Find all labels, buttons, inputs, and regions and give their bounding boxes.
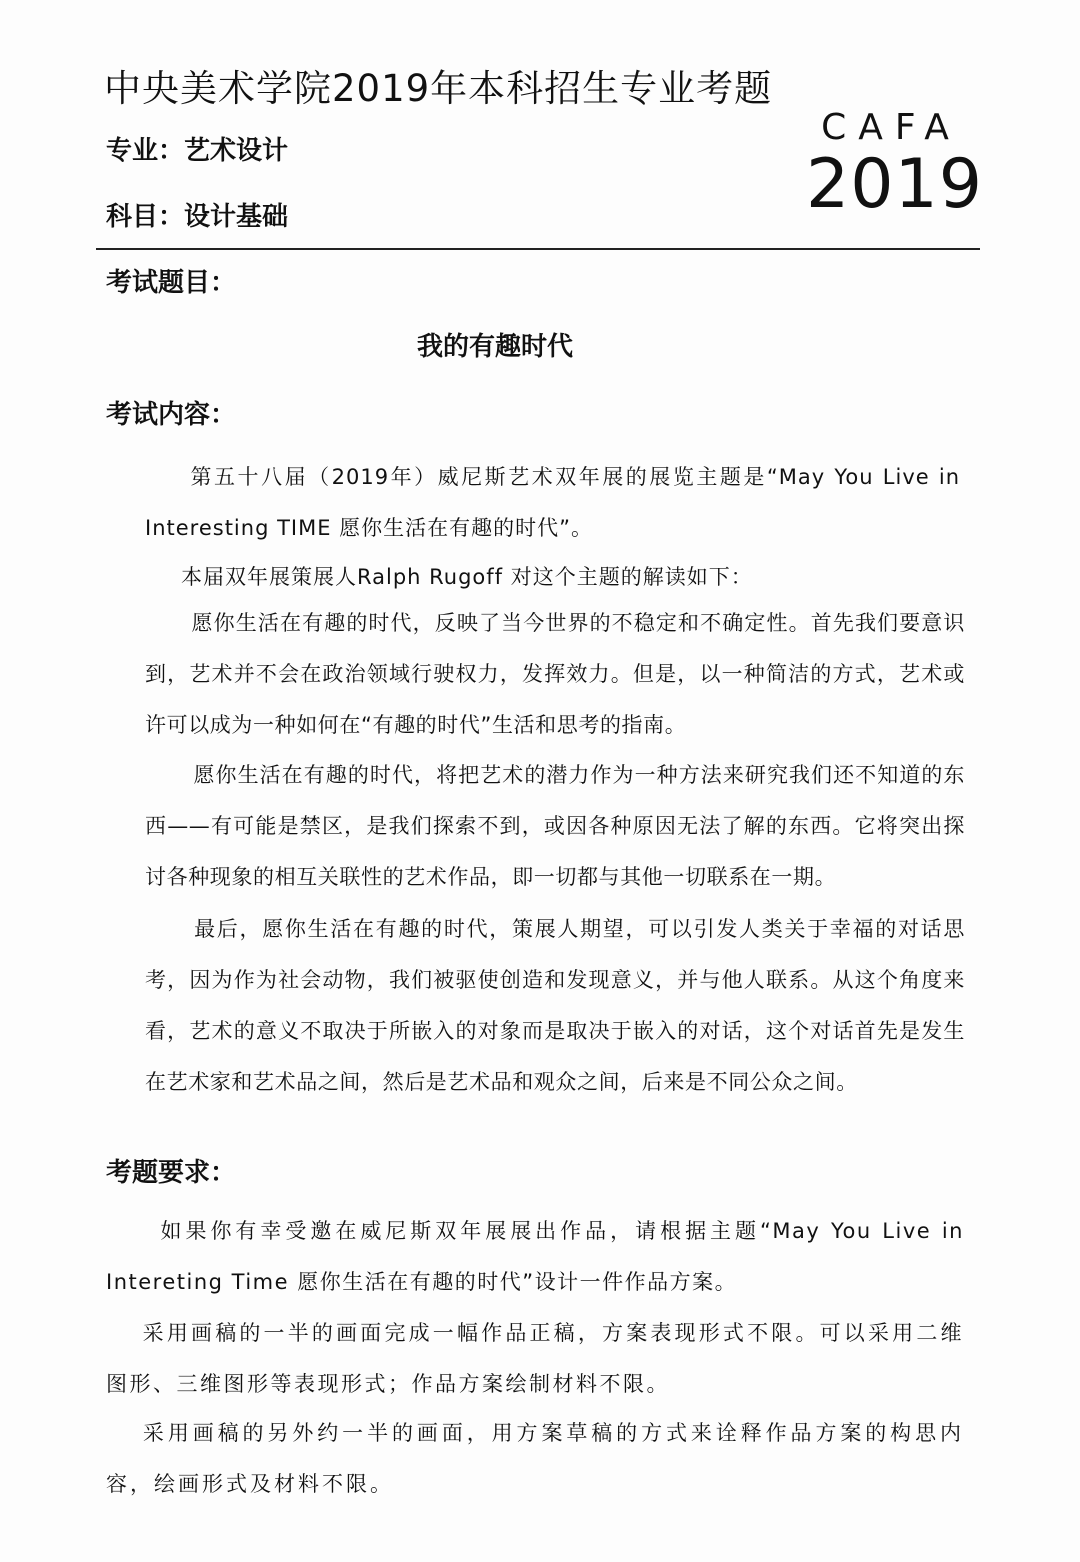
- content-paragraph-4: 愿你生活在有趣的时代，将把艺术的潜力作为一种方法来研究我们还不知道的东西——有可能是禁区，是我们探索不到，或因各种原因无法了解的东西。它将突出探讨各种现象的相互关联性的艺术作品，即一切都与其他一切联系在一期。: [145, 763, 965, 889]
- major-line: 专业：艺术设计: [106, 136, 289, 166]
- content-paragraph-3: 愿你生活在有趣的时代，反映了当今世界的不稳定和不确定性。首先我们要意识到，艺术并不会在政治领域行驶权力，发挥效力。但是，以一种简洁的方式，艺术或许可以成为一种如何在“有趣的时代”生活和思考的指南。: [145, 611, 965, 737]
- brand-year: 2019: [806, 145, 984, 224]
- requirement-paragraph-1: 如果你有幸受邀在威尼斯双年展展出作品，请根据主题“May You Live in Intereting Time 愿你生活在有趣的时代”设计一件作品方案。: [106, 1219, 964, 1294]
- requirements-heading: 考题要求：: [106, 1158, 237, 1188]
- page-title: 中央美术学院2019年本科招生专业考题: [104, 67, 773, 110]
- content-paragraph-5: 最后，愿你生活在有趣的时代，策展人期望，可以引发人类关于幸福的对话思考，因为作为社会动物，我们被驱使创造和发现意义，并与他人联系。从这个角度来看，艺术的意义不取决于所嵌入的对象而是取决于嵌入的对话，这个对话首先是发生在艺术家和艺术品之间，然后是艺术品和观众之间，后来是不同公众之间。: [145, 917, 965, 1094]
- subject-line: 科目：设计基础: [106, 202, 289, 232]
- cafa-logo: [806, 107, 984, 224]
- header-divider: [96, 248, 980, 250]
- requirement-paragraph-3: 采用画稿的另外约一半的画面，用方案草稿的方式来诠释作品方案的构思内容，绘画形式及材料不限。: [106, 1421, 964, 1496]
- content-paragraph-2: 本届双年展策展人Ralph Rugoff 对这个主题的解读如下：: [181, 565, 753, 589]
- topic-heading: 考试题目：: [106, 268, 237, 298]
- content-heading: 考试内容：: [106, 400, 237, 430]
- exam-topic: 我的有趣时代: [416, 332, 573, 362]
- content-paragraph-1: 第五十八届（2019年）威尼斯艺术双年展的展览主题是“May You Live in Interesting TIME 愿你生活在有趣的时代”。: [145, 465, 960, 540]
- brand-name: CAFA: [821, 107, 961, 148]
- requirement-paragraph-2: 采用画稿的一半的画面完成一幅作品正稿，方案表现形式不限。可以采用二维图形、三维图形等表现形式；作品方案绘制材料不限。: [106, 1321, 964, 1396]
